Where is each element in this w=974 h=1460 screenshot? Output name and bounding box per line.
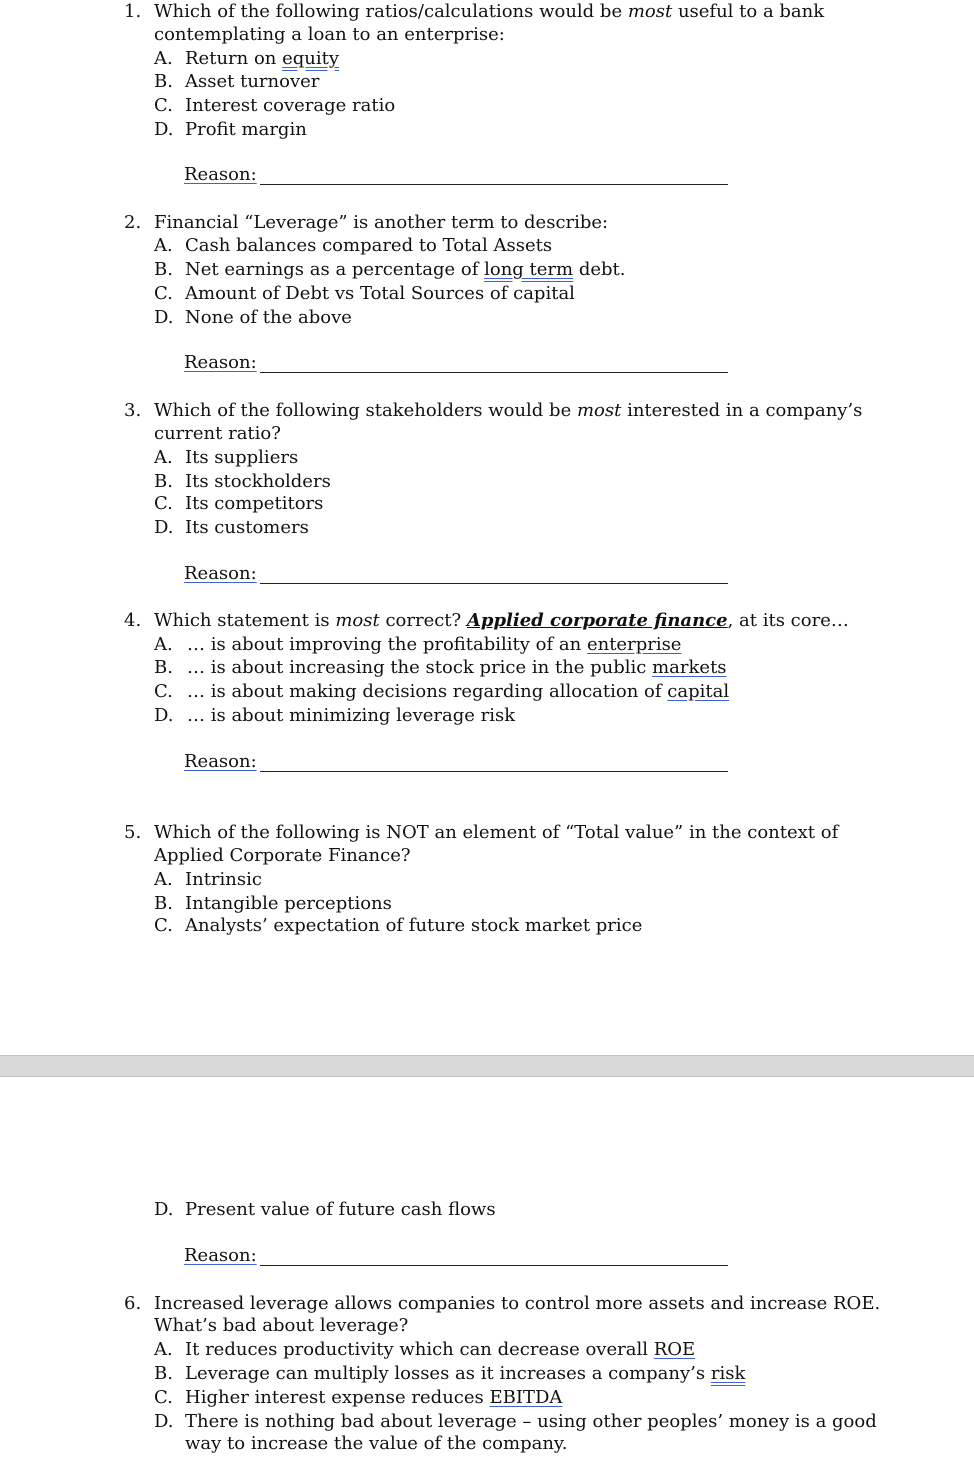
answer-line [260,771,728,772]
question-number: 6. [124,1293,142,1314]
reason-label: Reason: [184,563,257,584]
reason-label: Reason: [184,1245,257,1266]
answer-line [260,372,728,373]
spellcheck-flag[interactable]: long term [484,259,574,280]
spellcheck-flag[interactable]: equity [282,48,340,69]
question-number: 2. [124,212,142,233]
stem-emphasis: most [335,610,380,631]
grammar-flag[interactable]: capital [667,681,730,702]
reason-field[interactable] [184,1245,728,1267]
page-break [0,1055,974,1077]
stem-emphasis: most [576,400,622,421]
grammar-flag[interactable]: markets [652,657,727,678]
grammar-flag[interactable]: enterprise [586,634,682,655]
reason-label: Reason: [184,751,257,772]
answer-line [260,583,728,584]
grammar-flag[interactable]: ROE [653,1339,696,1360]
grammar-flag[interactable]: EBITDA [489,1387,563,1408]
answer-line [260,184,728,185]
reason-field[interactable] [184,164,728,186]
reason-label: Reason: [184,352,257,373]
stem-text: useful to a bank [672,1,825,22]
key-term: Applied corporate finance [466,610,728,631]
question-number: 1. [124,1,142,22]
question-number: 3. [124,400,142,421]
reason-field[interactable] [184,563,728,585]
question-number: 5. [124,822,142,843]
reason-field[interactable] [184,751,728,773]
reason-label: Reason: [184,164,257,185]
stem-text: Which of the following ratios/calculations would be [154,1,628,22]
question-number: 4. [124,610,142,631]
stem-emphasis: most [627,1,673,22]
spellcheck-flag[interactable]: risk [710,1363,746,1384]
reason-field[interactable] [184,352,728,374]
answer-line [260,1265,728,1266]
